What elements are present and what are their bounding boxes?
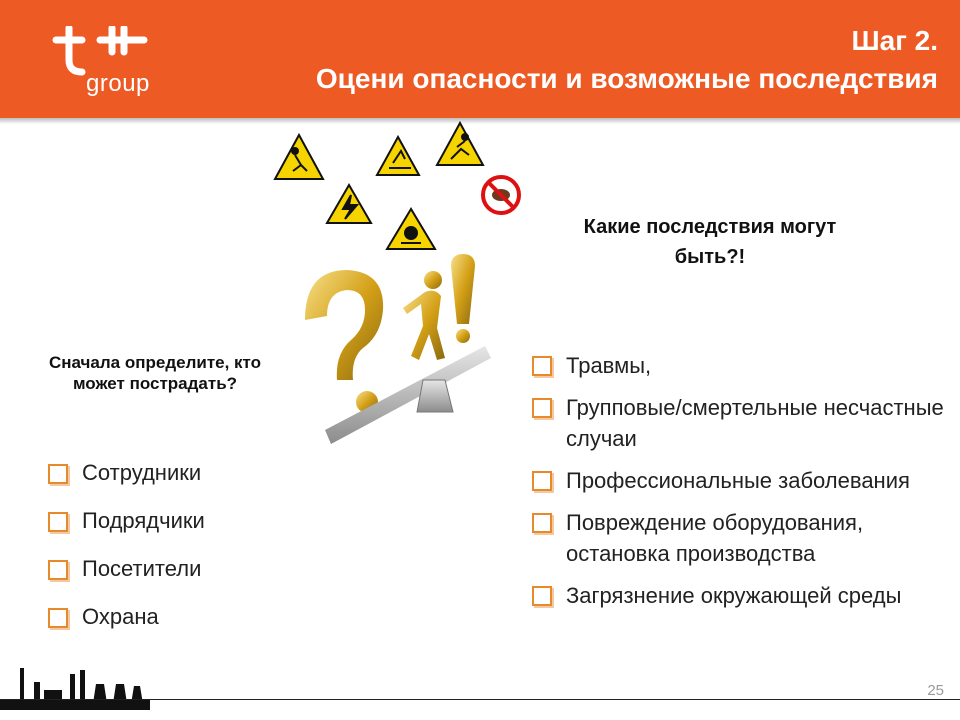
checkbox-bullet-icon	[532, 586, 552, 606]
consequences-list	[530, 350, 950, 622]
right-question: Какие последствия могут быть?!	[583, 216, 837, 268]
list-item: Подрядчики	[46, 508, 205, 534]
list-item: Повреждение оборудования, остановка производства	[530, 507, 950, 569]
question-mark-figure	[305, 270, 383, 380]
affected-people-list	[46, 460, 205, 652]
electric-hazard-sign-icon	[327, 185, 371, 223]
left-question: Сначала определите, кто может пострадать?	[48, 353, 262, 393]
list-item: Травмы,	[530, 350, 950, 381]
seesaw-pivot	[417, 380, 453, 412]
slide-title	[316, 22, 938, 98]
checkbox-bullet-icon	[48, 608, 68, 628]
toxic-hazard-sign-icon	[387, 209, 435, 249]
industrial-skyline-icon	[0, 660, 150, 710]
list-item: Профессиональные заболевания	[530, 465, 950, 496]
list-item: Групповые/смертельные несчастные случаи	[530, 392, 950, 454]
checkbox-bullet-icon	[48, 512, 68, 532]
list-item: Сотрудники	[46, 460, 205, 486]
list-item: Загрязнение окружающей среды	[530, 580, 950, 611]
biohazard-bug-icon	[483, 177, 519, 213]
checkbox-bullet-icon	[532, 471, 552, 491]
logo-text: group	[86, 70, 150, 97]
title-step: Шаг 2.	[851, 25, 938, 56]
list-item: Охрана	[46, 604, 205, 630]
checkbox-bullet-icon	[532, 513, 552, 533]
footer-line	[0, 699, 960, 700]
falling-hazard-sign-icon	[275, 135, 323, 179]
trip-hazard-sign-icon	[437, 123, 483, 165]
exclamation-mark-figure	[451, 254, 475, 324]
title-main: Оцени опасности и возможные последствия	[315, 63, 938, 94]
checkbox-bullet-icon	[48, 560, 68, 580]
checkbox-bullet-icon	[48, 464, 68, 484]
golden-person-figure	[403, 271, 445, 360]
checkbox-bullet-icon	[532, 398, 552, 418]
page-number: 25	[927, 682, 944, 699]
checkbox-bullet-icon	[532, 356, 552, 376]
header-bar	[0, 0, 960, 118]
slip-hazard-sign-icon	[377, 137, 419, 175]
question-seesaw-illustration	[285, 250, 505, 460]
list-item: Посетители	[46, 556, 205, 582]
